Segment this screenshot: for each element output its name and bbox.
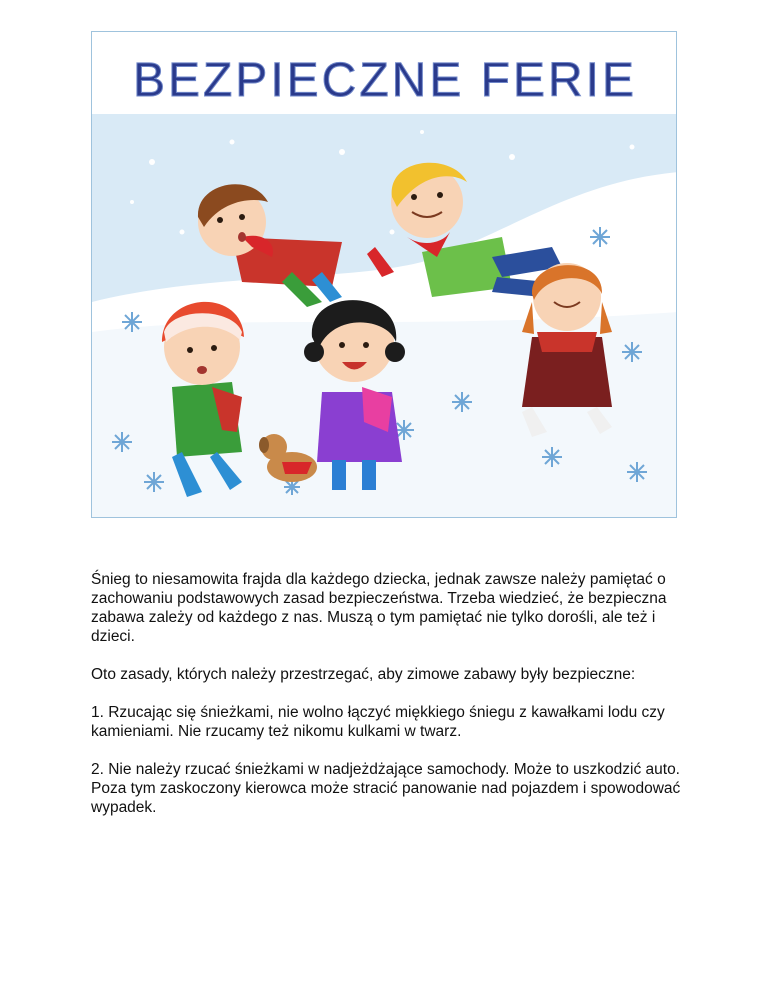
rule-1-paragraph: 1. Rzucając się śnieżkami, nie wolno łączyć miękkiego śniegu z kawałkami lodu czy kamieniami. Nie rzucamy też nikomu kulkami w twarz. xyxy=(91,704,665,740)
snowflake-icon xyxy=(590,227,610,247)
rule-2-paragraph: 2. Nie należy rzucać śnieżkami w nadjeżdżające samochody. Może to uszkodzić auto. Poza tym zaskoczony kierowca może stracić panowanie nad pojazdem i spowodować wypadek. xyxy=(91,761,681,816)
snowflake-icon xyxy=(112,432,132,452)
intro-paragraph: Śnieg to niesamowita frajda dla każdego dziecka, jednak zawsze należy pamiętać o zachowaniu podstawowych zasad bezpieczeństwa. Trzeba wiedzieć, że bezpieczna zabawa zależy od każdego z nas. Muszą o tym pamiętać nie tylko dorośli, ale też i dzieci. xyxy=(91,571,667,645)
snowflake-icon xyxy=(452,392,472,412)
illustration-title: BEZPIECZNE FERIE xyxy=(132,54,638,107)
snowflake-icon xyxy=(627,462,647,482)
snowflake-icon xyxy=(542,447,562,467)
rules-intro-paragraph: Oto zasady, których należy przestrzegać, aby zimowe zabawy były bezpieczne: xyxy=(91,666,636,683)
article-text xyxy=(91,570,681,836)
winter-illustration xyxy=(91,31,677,518)
snowflake-icon xyxy=(622,342,642,362)
snowflake-icon xyxy=(144,472,164,492)
snowflake-icon xyxy=(122,312,142,332)
